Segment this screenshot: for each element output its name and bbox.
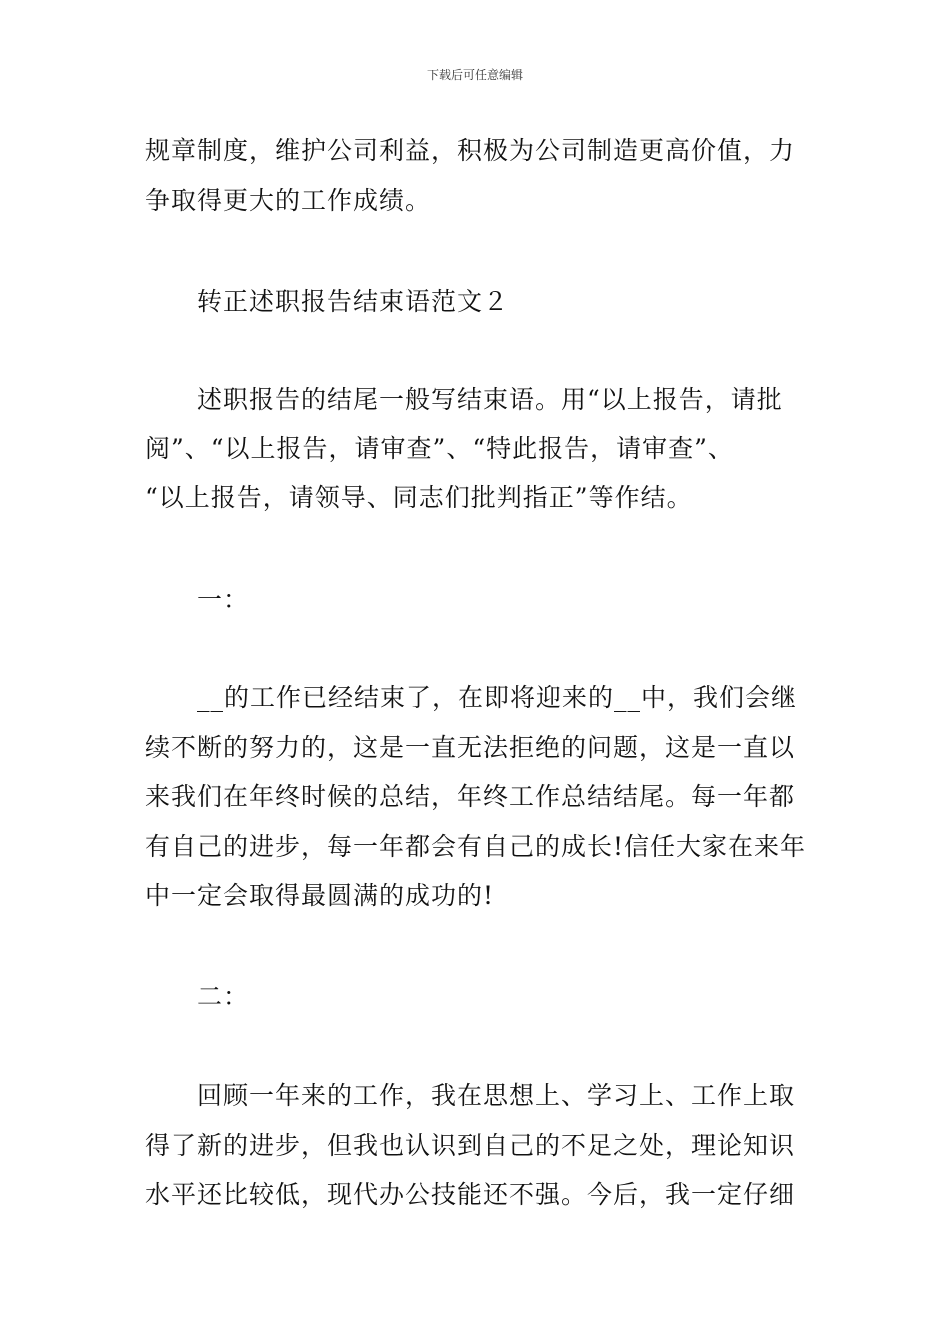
section-heading: 转正述职报告结束语范文２ [197,287,510,316]
text-line: 有自己的进步，每一年都会有自己的成长!信任大家在来年 [145,832,807,861]
text-line: 中一定会取得最圆满的成功的! [145,881,495,910]
text-line: 水平还比较低，现代办公技能还不强。今后，我一定仔细 [145,1180,796,1209]
subsection-label: 二： [197,982,250,1011]
text-line: 来我们在年终时候的总结，年终工作总结结尾。每一年都 [145,782,796,811]
text-line: 得了新的进步，但我也认识到自己的不足之处，理论知识 [145,1131,796,1160]
text-line: 述职报告的结尾一般写结束语。用“以上报告，请批 [197,385,783,414]
text-line: 回顾一年来的工作，我在思想上、学习上、工作上取 [197,1081,796,1110]
text-line: “以上报告，请领导、同志们批判指正”等作结。 [145,483,693,512]
text-line: __的工作已经结束了，在即将迎来的__中，我们会继 [197,683,798,712]
text-line: 续不断的努力的，这是一直无法拒绝的问题，这是一直以 [145,733,796,762]
header-note: 下载后可任意编辑 [426,68,523,82]
text-line: 规章制度，维护公司利益，积极为公司制造更高价值，力 [145,136,796,165]
subsection-label: 一： [197,585,250,614]
text-line: 阅”、“以上报告，请审查”、“特此报告，请审查”、 [145,434,734,463]
text-line: 争取得更大的工作成绩。 [145,186,432,215]
